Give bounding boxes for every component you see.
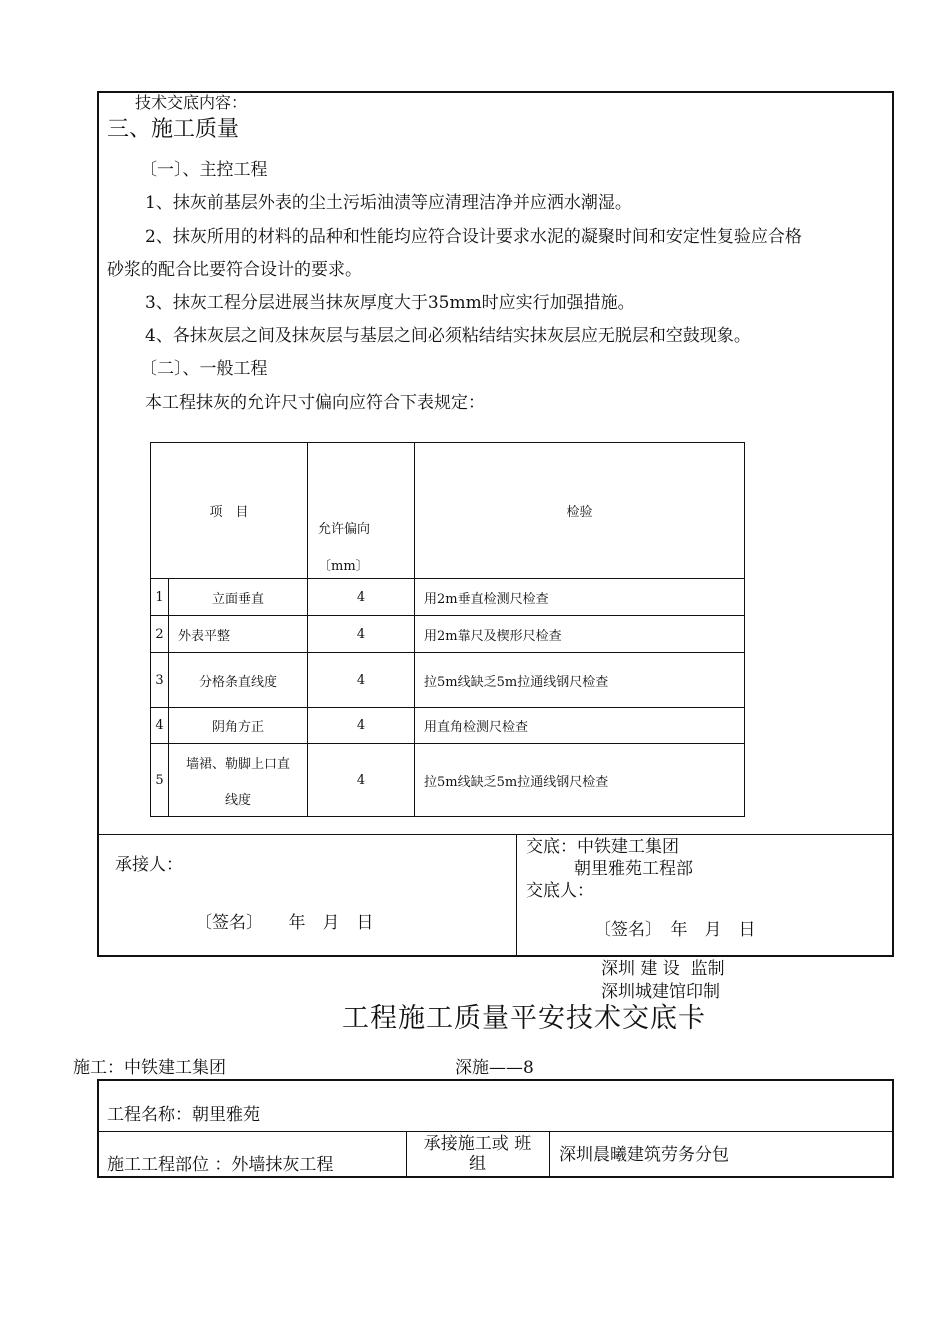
header-item [151, 443, 308, 579]
main-control-heading: 〔一〕、主控工程 [140, 160, 268, 180]
table-intro: 本工程抹灰的允许尺寸偏向应符合下表规定： [145, 393, 485, 413]
contractor-label-line1: 承接施工或 班 [423, 1134, 532, 1154]
handover-dept: 朝里雅苑工程部 [574, 859, 693, 879]
row-no: 4 [151, 708, 169, 744]
receiver-label: 承接人： [115, 855, 183, 875]
general-heading: 〔二〕、一般工程 [140, 359, 268, 379]
row-value: 4 [308, 579, 415, 616]
supervise-mark: 深圳 建 设 监制 [601, 959, 725, 979]
print-mark: 深圳城建馆印制 [601, 982, 720, 1002]
table-row [151, 653, 745, 708]
item-1: 1、抹灰前基层外表的尘土污垢油渍等应清理洁净并应洒水潮湿。 [145, 193, 632, 213]
table-row [151, 708, 745, 744]
row-item: 阴角方正 [169, 708, 308, 744]
row-method: 用直角检测尺检查 [415, 708, 745, 744]
row-value: 4 [308, 744, 415, 817]
content-divider [97, 834, 894, 835]
table-row [151, 579, 745, 616]
row-value: 4 [308, 708, 415, 744]
header-item-label: 项 目 [209, 505, 249, 520]
row-method: 拉5m线缺乏5m拉通线钢尺检查 [415, 653, 745, 708]
row-value: 4 [308, 653, 415, 708]
row-item: 外表平整 [169, 616, 308, 653]
table-row [151, 744, 745, 817]
project-name: 工程名称：朝里雅苑 [107, 1105, 260, 1125]
sign-divider [516, 834, 517, 956]
row-item-line1: 墙裙、勒脚上口直 [186, 756, 291, 772]
row-item: 立面垂直 [169, 579, 308, 616]
handover-sign: 〔签名〕 年 月 日 [594, 920, 756, 940]
row-no: 3 [151, 653, 169, 708]
table-header-row [151, 443, 745, 579]
header-check-label: 检验 [566, 505, 593, 520]
doc-number: 深施——8 [455, 1058, 534, 1078]
handover-person: 交底人： [526, 881, 594, 901]
card-title: 工程施工质量平安技术交底卡 [342, 1003, 706, 1034]
item-3: 3、抹灰工程分层进展当抹灰厚度大于35mm时应实行加强措施。 [145, 293, 635, 313]
handover-org: 交底：中铁建工集团 [526, 837, 679, 857]
tolerance-table [150, 442, 745, 817]
info-divider [97, 1131, 894, 1132]
row-method: 拉5m线缺乏5m拉通线钢尺检查 [415, 744, 745, 817]
row-method: 用2m垂直检测尺检查 [415, 579, 745, 616]
row-item [169, 744, 308, 817]
item-4: 4、各抹灰层之间及抹灰层与基层之间必须粘结结实抹灰层应无脱层和空鼓现象。 [145, 326, 751, 346]
item-2: 2、抹灰所用的材料的品种和性能均应符合设计要求水泥的凝聚时间和安定性复验应合格 [145, 227, 802, 247]
item-2-cont: 砂浆的配合比要符合设计的要求。 [107, 260, 362, 280]
header-deviation [308, 443, 415, 579]
row-value: 4 [308, 616, 415, 653]
receiver-sign: 〔签名〕 年 月 日 [195, 913, 374, 933]
row-method: 用2m靠尺及楔形尺检查 [415, 616, 745, 653]
row-no: 5 [151, 744, 169, 817]
header-deviation-line2: 〔mm〕 [318, 559, 369, 574]
header-deviation-line1: 允许偏向 [318, 522, 371, 537]
contractor-value: 深圳晨曦建筑劳务分包 [559, 1145, 729, 1165]
row-no: 1 [151, 579, 169, 616]
row-no: 2 [151, 616, 169, 653]
info-col-divider-2 [549, 1131, 550, 1178]
row-item: 分格条直线度 [169, 653, 308, 708]
construction-label: 施工：中铁建工集团 [73, 1058, 226, 1078]
header-check [415, 443, 745, 579]
section-title: 三、施工质量 [107, 117, 240, 142]
row-item-line2: 线度 [225, 792, 252, 808]
contractor-label-line2: 组 [469, 1154, 486, 1174]
contractor-label [406, 1134, 549, 1174]
table-row [151, 616, 745, 653]
project-part: 施工工程部位 ：外墙抹灰工程 [107, 1155, 334, 1175]
section-header: 技术交底内容： [135, 93, 248, 112]
